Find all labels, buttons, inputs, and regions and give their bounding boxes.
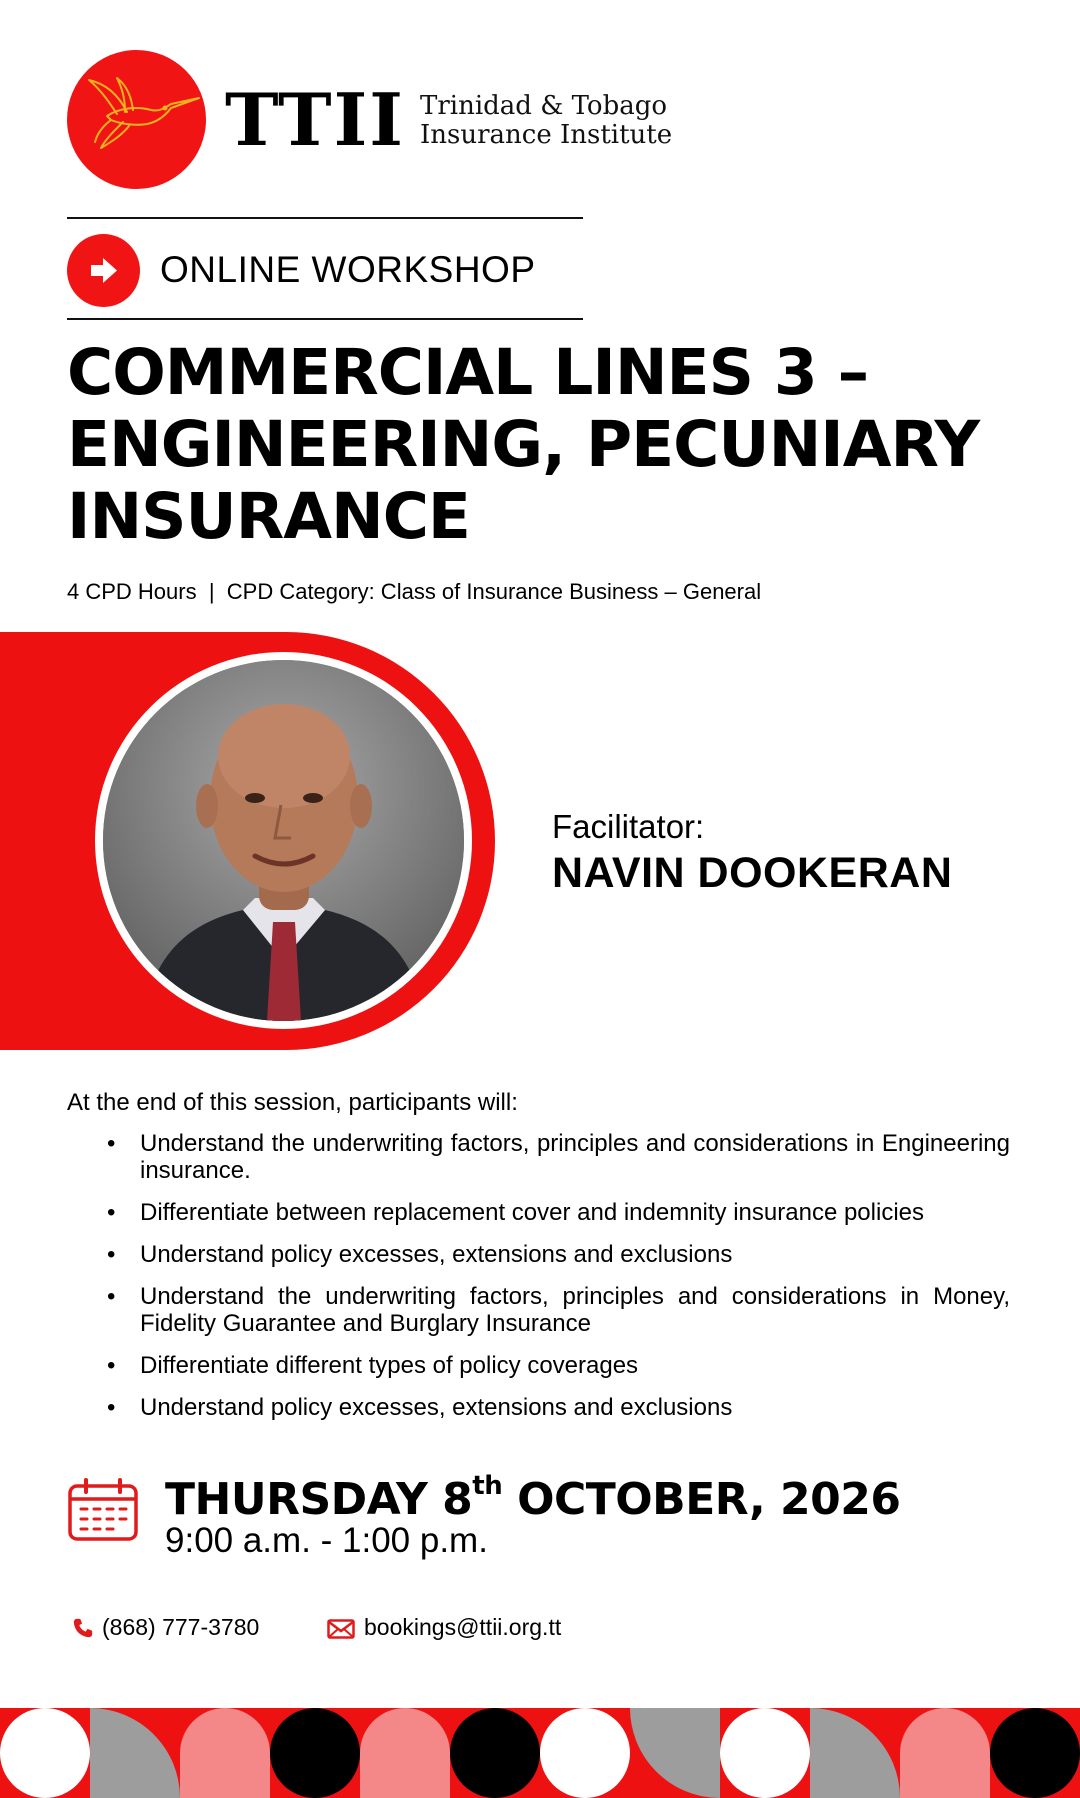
list-item: • Understand the underwriting factors, principles and considerations in Money, Fidelity Guarantee and Burglary Insurance [140,1283,1010,1337]
organization-name-line1: Trinidad & Tobago [420,91,668,121]
ttii-logo-circle [67,50,206,189]
facilitator-photo [103,660,464,1021]
course-title-line: COMMERCIAL LINES 3 – [67,336,869,409]
list-item: • Understand the underwriting factors, principles and considerations in Engineering insurance. [140,1130,1010,1184]
envelope-icon [327,1619,355,1639]
event-date-day: THURSDAY 8 [165,1474,473,1525]
divider-bottom [67,318,583,320]
event-time: 9:00 a.m. - 1:00 p.m. [165,1521,488,1560]
facilitator-label: Facilitator: [552,808,705,845]
organization-name [420,92,672,150]
outcomes-intro: At the end of this session, participants will: [67,1089,518,1116]
organization-name-line2: Insurance Institute [420,120,673,150]
list-item: • Understand policy excesses, extensions and exclusions [140,1394,1010,1421]
arrow-right-icon [67,234,140,307]
event-date-suffix: th [472,1471,503,1501]
workshop-format: ONLINE WORKSHOP [160,249,536,290]
cpd-info: 4 CPD Hours | CPD Category: Class of Insurance Business – General [67,579,762,604]
outcomes-list [140,1130,1010,1436]
footer-pattern [0,1708,1080,1798]
course-title-line: ENGINEERING, PECUNIARY [67,408,980,481]
divider-top [67,217,583,219]
contact-phone[interactable]: (868) 777-3780 [102,1614,260,1640]
hummingbird-icon [67,50,206,189]
event-date-month-year: OCTOBER, 2026 [502,1474,901,1525]
list-item: • Differentiate different types of policy coverages [140,1352,1010,1379]
list-item: • Understand policy excesses, extensions and exclusions [140,1241,1010,1268]
arrow-badge [67,234,140,307]
contact-email[interactable]: bookings@ttii.org.tt [364,1614,562,1640]
calendar-icon [67,1478,139,1542]
phone-icon [72,1617,94,1639]
course-title [67,337,1027,553]
course-title-line: INSURANCE [67,480,470,553]
footer-shapes [0,1708,1080,1798]
logo-wordmark: TTII [225,77,405,162]
facilitator-name: NAVIN DOOKERAN [552,849,953,897]
list-item: • Differentiate between replacement cover and indemnity insurance policies [140,1199,1010,1226]
